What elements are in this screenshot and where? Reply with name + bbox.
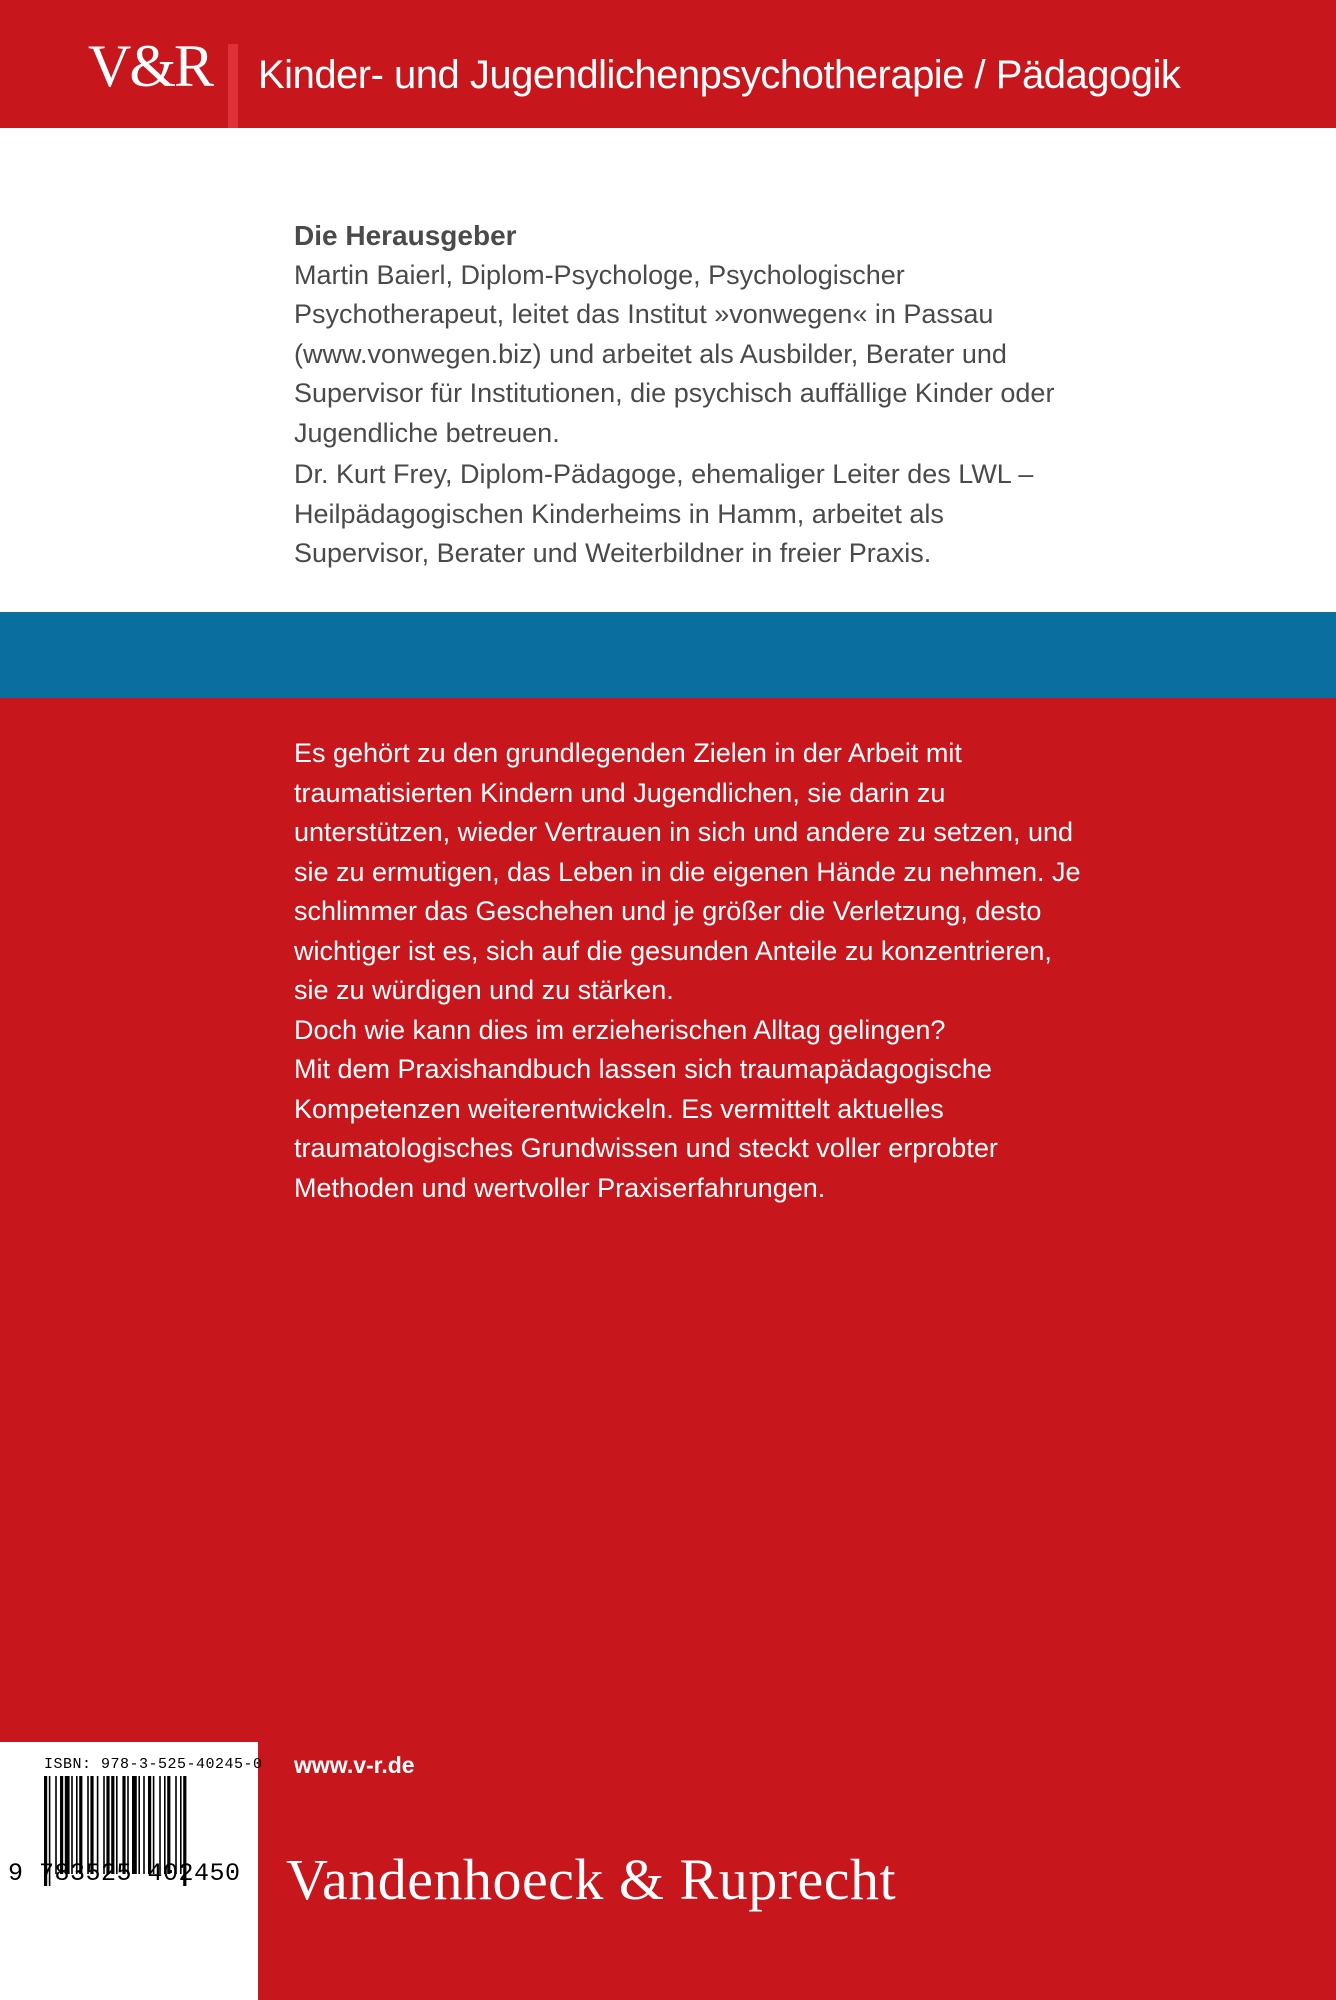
header-band	[0, 0, 1336, 128]
blue-divider-band	[0, 612, 1336, 698]
publisher-url[interactable]: www.v-r.de	[294, 1752, 415, 1778]
editors-section	[294, 216, 1084, 576]
blurb-paragraph-question: Doch wie kann dies im erzieherischen Alltag gelingen?	[294, 1014, 946, 1045]
blurb-paragraph-intro: Es gehört zu den grundlegenden Zielen in der Arbeit mit traumatisierten Kindern und Jugendlichen, sie darin zu unterstützen, wieder Vertrauen in sich und andere zu setzen, und sie zu ermutigen, das Leben in die eigenen Hände zu nehmen. Je schlimmer das Geschehen und je größer die Verletzung, desto wichtiger ist es, sich auf die gesunden Anteile zu konzentrieren, sie zu würdigen und zu stärken.	[294, 738, 1081, 1005]
vr-logo: V&R	[88, 33, 213, 99]
barcode-box	[0, 1742, 263, 2000]
series-title: Kinder- und Jugendlichenpsychotherapie / Pädagogik	[258, 53, 1181, 97]
editor-bio-frey: Dr. Kurt Frey, Diplom-Pädagoge, ehemaliger Leiter des LWL – Heilpädagogischen Kinderheims in Hamm, arbeitet als Supervisor, Berater und Weiterbildner in freier Praxis.	[294, 459, 1034, 568]
barcode-digits: 9 783525 402450	[8, 1859, 241, 1888]
book-blurb	[294, 734, 1084, 1208]
editors-heading: Die Herausgeber	[294, 220, 517, 251]
editor-bio-baierl: Martin Baierl, Diplom-Psychologe, Psychologischer Psychotherapeut, leitet das Institut »vonwegen« in Passau (www.vonwegen.biz) und arbeitet als Ausbilder, Berater und Supervisor für Institutionen, die psychisch auffällige Kinder oder Jugendliche betreuen.	[294, 259, 1055, 448]
blurb-paragraph-summary: Mit dem Praxishandbuch lassen sich traumapädagogische Kompetenzen weiterentwickeln. Es vermittelt aktuelles traumatologisches Grundwissen und steckt voller erprobter Methoden und wertvoller Praxiserfahrungen.	[294, 1054, 998, 1203]
publisher-name: Vandenhoeck & Ruprecht	[286, 1847, 897, 1912]
isbn-label: ISBN: 978-3-525-40245-0	[44, 1756, 263, 1773]
